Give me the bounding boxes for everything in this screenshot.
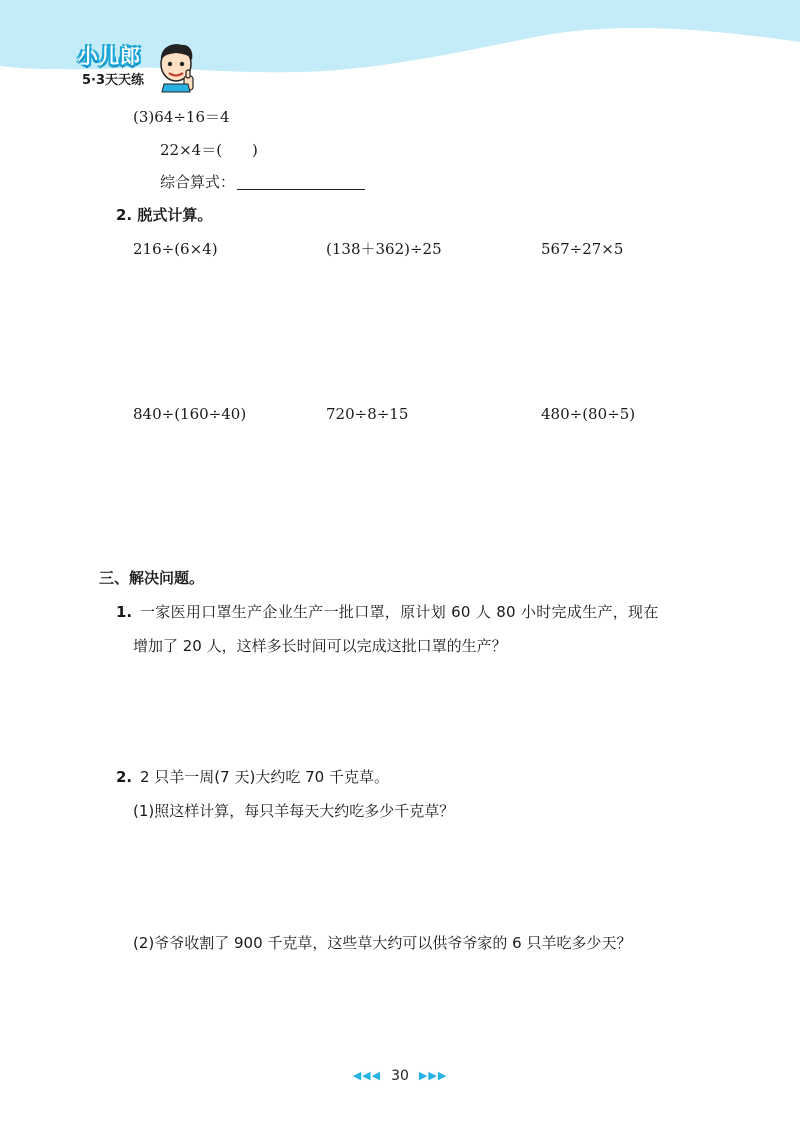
brand-title: 小儿郎 [78, 44, 141, 68]
prev-arrows-icon: ◀◀◀ [352, 1069, 382, 1082]
next-arrows-icon: ▶▶▶ [418, 1069, 448, 1082]
problem-2-number: 2. [116, 768, 133, 786]
problem-2-text: 2 只羊一周(7 天)大约吃 70 千克草。 [140, 768, 389, 786]
problem-1-number: 1. [116, 603, 133, 621]
q3-combined-formula [160, 175, 365, 190]
section-2-title: 2. 脱式计算。 [116, 206, 213, 224]
q3-multiplication-blank: 22×4＝( ) [160, 141, 258, 159]
problem-1-text: 一家医用口罩生产企业生产一批口罩，原计划 60 人 80 小时完成生产，现在 [140, 603, 659, 621]
section-3-title: 三、解决问题。 [99, 569, 205, 587]
problem-2-sub-1: (1)照这样计算，每只羊每天大约吃多少千克草？ [133, 802, 455, 820]
page-footer [330, 1068, 470, 1084]
calc-problem: 567÷27×5 [541, 240, 624, 258]
calc-problem: 480÷(80÷5) [541, 405, 636, 423]
calc-problem: 216÷(6×4) [133, 240, 218, 258]
calc-problem: 840÷(160÷40) [133, 405, 247, 423]
problem-1-text-cont: 增加了 20 人，这样多长时间可以完成这批口罩的生产？ [133, 637, 507, 655]
brand-subtitle: 5·3天天练 [82, 73, 145, 88]
brand-logo [70, 40, 200, 96]
problem-2-sub-2: (2)爷爷收割了 900 千克草，这些草大约可以供爷爷家的 6 只羊吃多少天？ [133, 934, 632, 952]
page-header [0, 0, 800, 100]
calc-problem: 720÷8÷15 [326, 405, 409, 423]
calc-problem: (138＋362)÷25 [326, 240, 442, 258]
boy-mascot-icon [154, 42, 198, 94]
answer-line [237, 175, 365, 190]
combined-formula-label: 综合算式： [160, 173, 236, 191]
q3-equation: (3)64÷16＝4 [133, 108, 230, 126]
page-number: 30 [391, 1068, 409, 1084]
